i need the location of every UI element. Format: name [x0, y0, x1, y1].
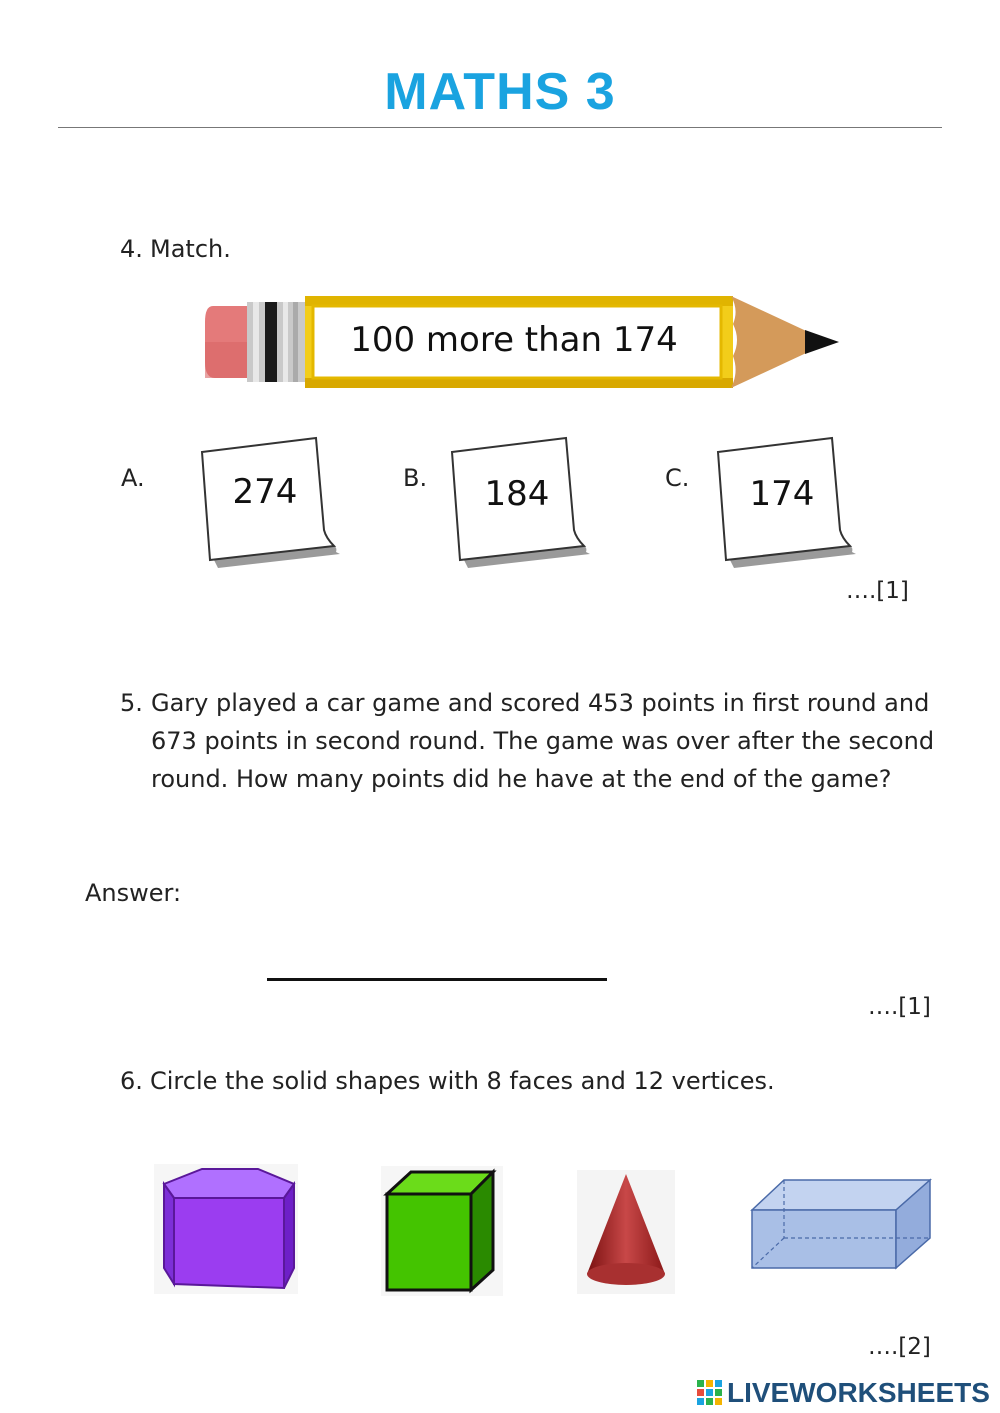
- q5-question: [120, 684, 950, 798]
- hexagonal-prism-shape[interactable]: [154, 1164, 298, 1294]
- option-a-value: 274: [232, 472, 298, 512]
- cuboid-shape[interactable]: [748, 1176, 934, 1272]
- brand-name: LIVEWORKSHEETS: [727, 1377, 990, 1408]
- cube-shape[interactable]: [381, 1166, 503, 1296]
- q4-prompt: [120, 230, 231, 268]
- option-a-label: A.: [121, 464, 145, 492]
- answer-line[interactable]: [267, 978, 607, 981]
- option-c-label: C.: [665, 464, 690, 492]
- q6-marks: ….[2]: [868, 1334, 931, 1360]
- pencil-label: 100 more than 174: [350, 320, 678, 360]
- option-b-value: 184: [484, 474, 550, 514]
- q4-marks: ….[1]: [846, 578, 909, 604]
- q6-prompt-text: Circle the solid shapes with 8 faces and 12 vertices.: [150, 1067, 775, 1095]
- q6-prompt: [120, 1062, 775, 1100]
- option-c-value: 174: [749, 474, 815, 514]
- title-divider: [58, 127, 942, 128]
- q4-prompt-text: Match.: [150, 235, 231, 263]
- q4-number: 4.: [120, 235, 143, 263]
- answer-label: Answer:: [85, 879, 182, 907]
- q6-number: 6.: [120, 1067, 143, 1095]
- option-b-label: B.: [403, 464, 428, 492]
- liveworksheets-icon: [697, 1380, 723, 1406]
- liveworksheets-logo[interactable]: [697, 1377, 990, 1409]
- q5-marks: ….[1]: [868, 994, 931, 1020]
- q5-text: Gary played a car game and scored 453 points in first round and 673 points in second round. The game was over after the second round. How many points did he have at the end of the game?: [151, 689, 935, 793]
- q5-number: 5.: [120, 689, 143, 717]
- cone-shape[interactable]: [577, 1170, 675, 1294]
- page-title: MATHS 3: [384, 63, 616, 121]
